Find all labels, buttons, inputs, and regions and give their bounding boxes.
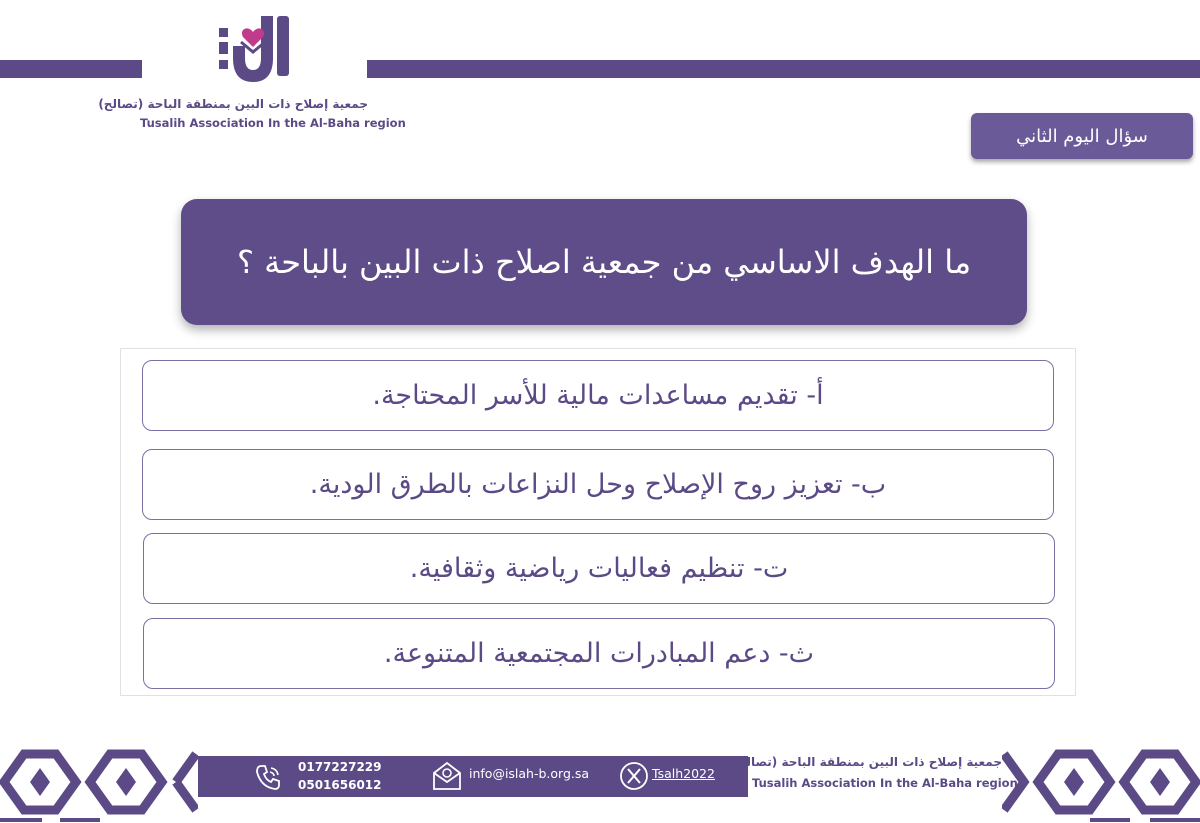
options-panel: [120, 348, 1076, 696]
org-name-arabic: جمعية إصلاح ذات البين بمنطقة الباحة (تصالح): [98, 97, 368, 111]
bottom-dash-3: [1090, 818, 1130, 822]
header-bar-left: [0, 60, 142, 78]
email-address[interactable]: info@islah-b.org.sa: [469, 766, 590, 781]
phone-numbers: [298, 758, 382, 794]
phone-number-2[interactable]: 0501656012: [298, 778, 382, 792]
answer-option-th[interactable]: ث- دعم المبادرات المجتمعية المتنوعة.: [143, 618, 1055, 689]
answer-option-t[interactable]: ت- تنظيم فعاليات رياضية وثقافية.: [143, 533, 1055, 604]
bottom-dash-1: [0, 818, 42, 822]
footer-org-name-english: Tusalih Association In the Al-Baha region: [752, 776, 1018, 790]
org-name-english: Tusalih Association In the Al-Baha region: [140, 116, 406, 130]
email-icon: [430, 759, 464, 793]
answer-option-b[interactable]: ب- تعزيز روح الإصلاح وحل النزاعات بالطرق الودية.: [142, 449, 1054, 520]
answer-option-a[interactable]: أ- تقديم مساعدات مالية للأسر المحتاجة.: [142, 360, 1054, 431]
association-logo-icon: [215, 12, 293, 88]
bottom-dash-2: [60, 818, 100, 822]
phone-icon: [253, 762, 283, 792]
footer-org-name-arabic: جمعية إصلاح ذات البين بمنطقة الباحة (تصالح): [732, 755, 1002, 769]
x-social-icon: [619, 761, 649, 791]
x-handle-link[interactable]: Tsalh2022: [652, 766, 715, 781]
decorative-pattern-left-icon: [0, 742, 198, 823]
decorative-pattern-right-icon: [1002, 742, 1200, 823]
header-bar-right: [367, 60, 1200, 78]
phone-number-1[interactable]: 0177227229: [298, 760, 382, 774]
question-box: ما الهدف الاساسي من جمعية اصلاح ذات البين بالباحة ؟: [181, 199, 1027, 325]
bottom-dash-4: [1150, 818, 1200, 822]
day-question-badge: سؤال اليوم الثاني: [971, 113, 1193, 159]
